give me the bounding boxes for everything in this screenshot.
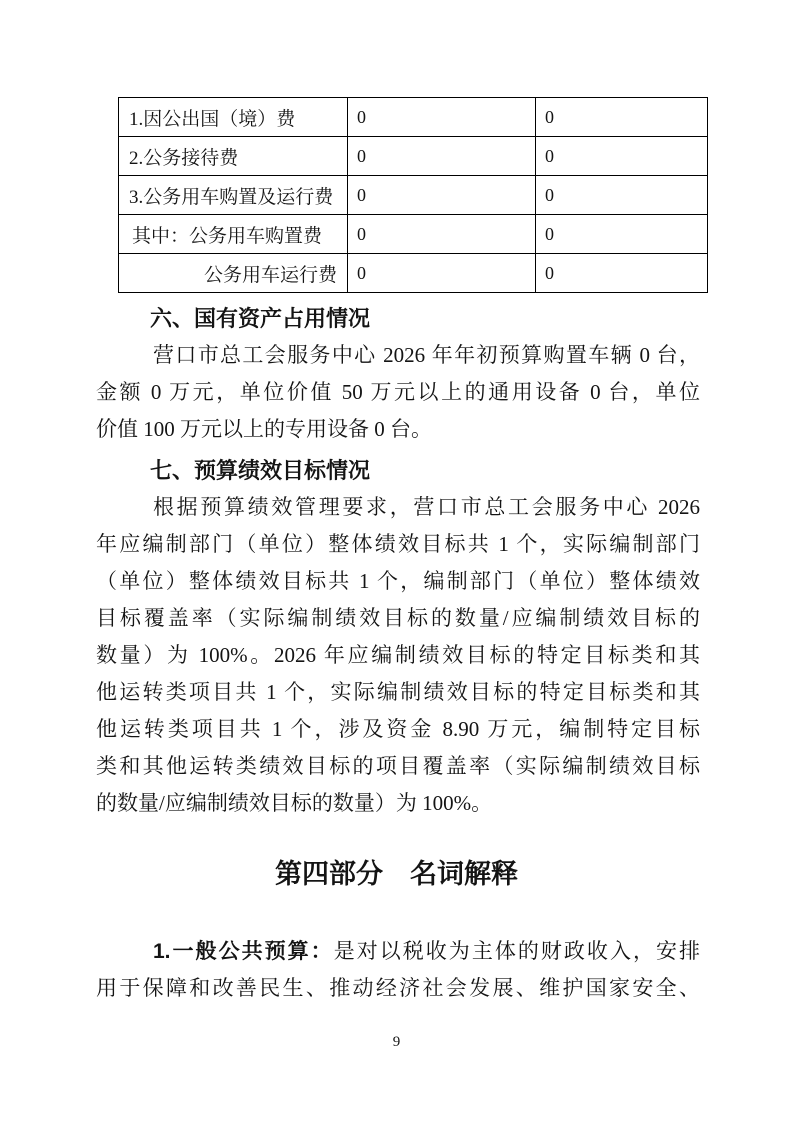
row-value-col3: 0 (536, 254, 708, 293)
row-value-col3: 0 (536, 215, 708, 254)
row-value-col3: 0 (536, 98, 708, 137)
row-label: 其中：公务用车购置费 (119, 215, 348, 254)
paragraph-line: 数量）为 100%。2026 年应编制绩效目标的特定目标类和其 (96, 643, 700, 667)
part-four-title: 第四部分 名词解释 (275, 859, 518, 889)
paragraph-line: 的数量/应编制绩效目标的数量）为 100%。 (96, 791, 493, 815)
row-value-col2: 0 (348, 98, 536, 137)
paragraph-line: 类和其他运转类绩效目标的项目覆盖率（实际编制绩效目标 (96, 754, 700, 778)
paragraph-line: 营口市总工会服务中心 2026 年年初预算购置车辆 0 台， (153, 343, 700, 367)
glossary-line: 用于保障和改善民生、推动经济社会发展、维护国家安全、 (96, 976, 700, 1000)
table-row (119, 98, 708, 137)
paragraph-line: 年应编制部门（单位）整体绩效目标共 1 个，实际编制部门 (96, 532, 700, 556)
table-row (119, 176, 708, 215)
glossary-line (96, 933, 700, 970)
section-heading-state-assets: 六、国有资产占用情况 (150, 306, 371, 331)
paragraph-line: 他运转类项目共 1 个，涉及资金 8.90 万元，编制特定目标 (96, 717, 700, 741)
paragraph-line: 根据预算绩效管理要求，营口市总工会服务中心 2026 (153, 495, 700, 519)
table-row (119, 215, 708, 254)
paragraph-line: 目标覆盖率（实际编制绩效目标的数量/应编制绩效目标的 (96, 606, 700, 630)
expense-table (118, 97, 708, 293)
paragraph-performance-targets (96, 489, 700, 822)
row-label: 1.因公出国（境）费 (119, 98, 348, 137)
row-value-col2: 0 (348, 137, 536, 176)
paragraph-line: 金额 0 万元，单位价值 50 万元以上的通用设备 0 台，单位 (96, 380, 700, 404)
glossary-term: 1.一般公共预算： (153, 940, 334, 963)
page-number: 9 (392, 1034, 401, 1050)
row-label: 3.公务用车购置及运行费 (119, 176, 348, 215)
glossary-definition-start: 是对以税收为主体的财政收入，安排 (333, 939, 701, 963)
row-value-col3: 0 (536, 137, 708, 176)
row-value-col2: 0 (348, 176, 536, 215)
paragraph-state-assets (96, 337, 700, 448)
section-heading-performance-targets: 七、预算绩效目标情况 (150, 458, 371, 483)
table-row (119, 137, 708, 176)
paragraph-line: 价值 100 万元以上的专用设备 0 台。 (96, 417, 432, 441)
row-label: 2.公务接待费 (119, 137, 348, 176)
row-value-col3: 0 (536, 176, 708, 215)
table-row (119, 254, 708, 293)
glossary-paragraph (96, 933, 700, 1007)
paragraph-line: （单位）整体绩效目标共 1 个，编制部门（单位）整体绩效 (96, 569, 700, 593)
paragraph-line: 他运转类项目共 1 个，实际编制绩效目标的特定目标类和其 (96, 680, 700, 704)
row-value-col2: 0 (348, 254, 536, 293)
row-value-col2: 0 (348, 215, 536, 254)
row-label: 公务用车运行费 (119, 254, 348, 293)
